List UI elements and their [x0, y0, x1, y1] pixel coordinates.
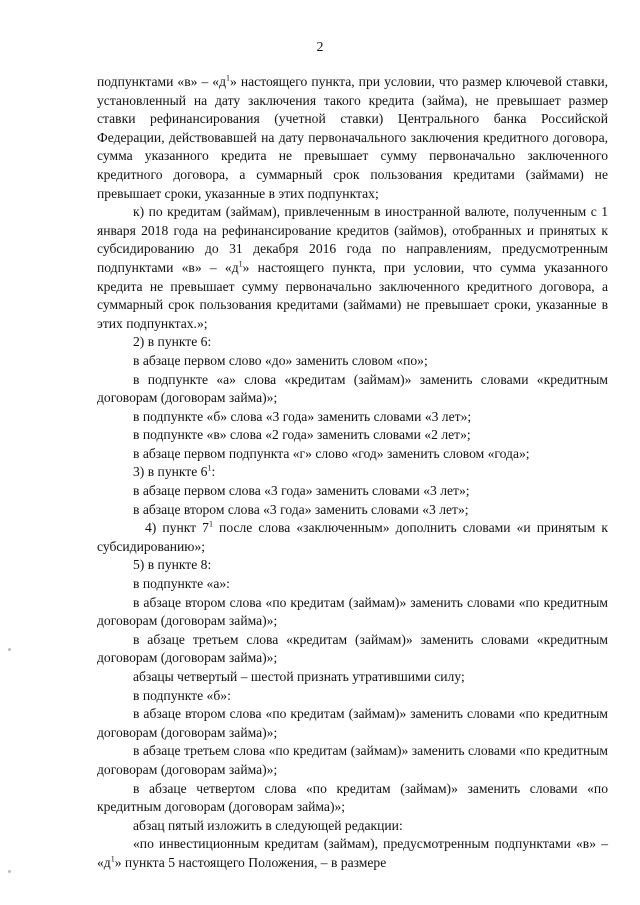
paragraph: в абзаце первом слово «до» заменить словом «по»; [133, 352, 428, 368]
paragraph-item-5: 5) в пункте 8: [133, 557, 212, 573]
paragraph: в подпункте «в» слова «2 года» заменить словами «2 лет»; [133, 427, 471, 443]
text-run: 3) в пункте 6 [133, 464, 208, 480]
superscript: 1 [238, 259, 243, 269]
scan-mark [8, 870, 11, 873]
paragraph: в абзаце втором слова «по кредитам (займам)» заменить словами «по кредитным договорам (договорам займа)»; [97, 706, 608, 740]
document-body [97, 73, 608, 873]
paragraph-item-2: 2) в пункте 6: [133, 334, 212, 350]
text-run: «по инвестиционным кредитам (займам), предусмотренным подпунктами «в» – «д [97, 836, 608, 870]
paragraph-item-4 [97, 519, 608, 556]
paragraph: в абзаце третьем слова «кредитам (займам)» заменить словами «кредитным договорам (договорам займа)»; [97, 631, 608, 666]
page-number: 2 [316, 40, 324, 55]
superscript: 1 [208, 519, 213, 529]
superscript: 1 [207, 463, 212, 473]
text-run: : [211, 464, 216, 480]
paragraph: в абзаце втором слова «3 года» заменить словами «3 лет»; [133, 501, 469, 517]
scan-mark [8, 648, 11, 651]
paragraph: в подпункте «а» слова «кредитам (займам)» заменить словами «кредитным договорам (договорам займа)»; [97, 371, 608, 406]
text-run: 4) пункт 7 [145, 520, 209, 536]
paragraph: в абзаце четвертом слова «по кредитам (займам)» заменить словами «по кредитным договорам (договорам займа)»; [97, 780, 608, 815]
paragraph: в подпункте «б»: [133, 687, 231, 703]
paragraph-item-3 [97, 463, 608, 482]
paragraph-subitem-k [97, 203, 608, 333]
paragraph: в подпункте «б» слова «3 года» заменить словами «3 лет»; [133, 408, 472, 424]
superscript: 1 [110, 854, 115, 864]
paragraph: абзац пятый изложить в следующей редакции: [133, 817, 403, 833]
paragraph-refinancing-condition [97, 73, 608, 203]
superscript: 1 [226, 73, 231, 83]
text-run: » настоящего пункта, при условии, что размер ключевой ставки, установленный на дату заключения такого кредита (займа), не превышает размер ставки рефинансирования (учетной ставки) Центрального банка Российской Федерации, действовавшей на дату первоначального заключения кредитного договора, сумма указанного кредита не превышает сумму первоначально заключенного кредитного договора, а суммарный срок пользования кредитами (займами) не превышает сроки, указанные в этих подпунктах; [97, 74, 608, 201]
text-run: » пункта 5 настоящего Положения, – в размере [114, 854, 387, 870]
paragraph: в абзаце втором слова «по кредитам (займам)» заменить словами «по кредитным договорам (договорам займа)»; [97, 594, 608, 629]
paragraph: в абзаце третьем слова «по кредитам (займам)» заменить словами «по кредитным договорам (договорам займа)»; [97, 743, 608, 777]
text-run: к) по кредитам (займам), привлеченным в иностранной валюте, полученным с 1 января 2018 года на рефинансирование кредитов (займов), отобранных и принятых к субсидированию до 31 декабря 2016 года по направлениям, предусмотренным подпунктами «в» – «д [97, 204, 608, 275]
paragraph: в абзаце первом подпункта «г» слово «год» заменить словом «года»; [133, 445, 530, 461]
paragraph-quoted-text [97, 835, 608, 872]
text-run: после слова «заключенным» дополнить словами «и принятым к субсидированию»; [97, 520, 608, 554]
paragraph: в подпункте «а»: [133, 576, 230, 592]
text-run: подпунктами «в» – «д [97, 74, 227, 89]
paragraph: абзацы четвертый – шестой признать утратившими силу; [133, 669, 465, 684]
paragraph: в абзаце первом слова «3 года» заменить словами «3 лет»; [133, 483, 470, 499]
text-run: » настоящего пункта, при условии, что сумма указанного кредита не превышает сумму первоначально заключенного кредитного договора, а суммарный срок пользования кредитами (займами) не превышает сроки, указанные в этих подпунктах.»; [97, 259, 608, 331]
